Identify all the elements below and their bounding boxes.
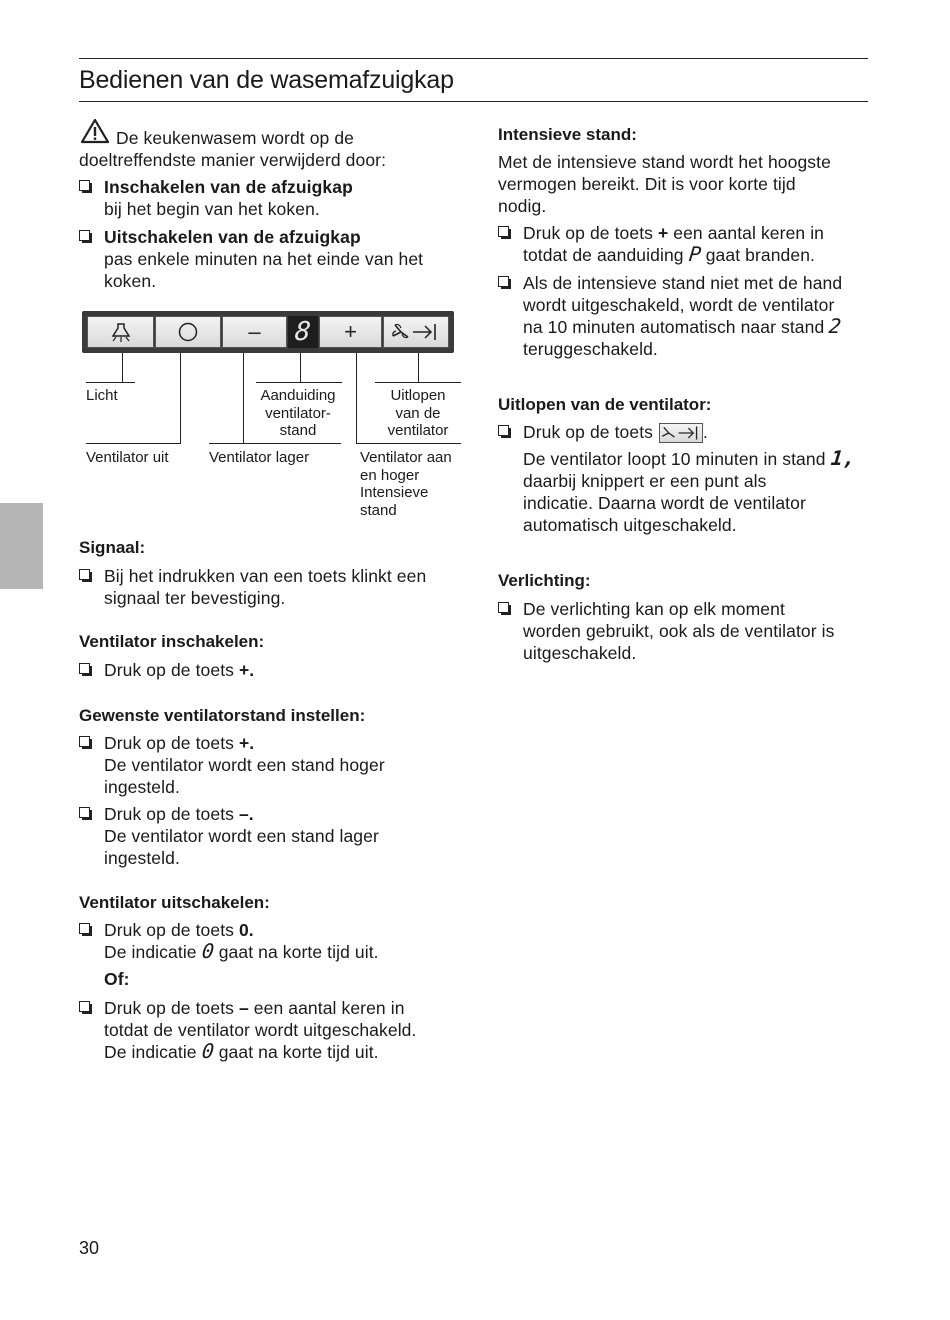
- circle-icon: [177, 321, 199, 343]
- text-run: Druk op de toets: [523, 422, 654, 442]
- callout-line: [243, 353, 244, 443]
- text-run: een aantal keren in: [668, 223, 825, 243]
- callout-line: [86, 443, 181, 444]
- callout-line: [256, 382, 342, 383]
- text-run: De indicatie: [104, 1042, 202, 1062]
- digit-display: [288, 316, 318, 348]
- text-line: vermogen bereikt. Dit is voor korte tijd: [498, 174, 796, 194]
- item-text: [104, 997, 464, 1019]
- key-label: –.: [238, 804, 254, 824]
- label-ventilator-aan: [360, 449, 452, 519]
- checkbox-bullet-icon: [498, 602, 509, 613]
- text-run: Druk op de toets: [104, 660, 239, 680]
- checkbox-bullet-icon: [79, 569, 90, 580]
- item-text: [523, 421, 868, 443]
- item-text: uitgeschakeld.: [523, 643, 637, 663]
- item-text: automatisch uitgeschakeld.: [523, 515, 737, 535]
- list-item: [79, 997, 464, 1063]
- item-text: [523, 244, 868, 266]
- section-heading: Signaal:: [79, 538, 146, 557]
- callout-line: [418, 353, 419, 382]
- list-item: [498, 272, 868, 360]
- label-line: Uitlopen: [390, 387, 446, 404]
- side-tab: [0, 503, 43, 589]
- text-run: Druk op de toets: [523, 223, 658, 243]
- callout-line: [122, 353, 123, 382]
- label-licht: Licht: [86, 387, 118, 404]
- item-text: [523, 448, 868, 470]
- section-heading: Ventilator inschakelen:: [79, 632, 265, 651]
- segment-digit: 0: [200, 1039, 216, 1063]
- paragraph: [498, 151, 868, 217]
- fan-higher-button[interactable]: [319, 316, 382, 348]
- key-label: +: [657, 223, 669, 243]
- section-heading: Ventilator uitschakelen:: [79, 893, 270, 912]
- callout-line: [300, 353, 301, 382]
- item-text: pas enkele minuten na het einde van het: [104, 249, 424, 269]
- title-underline: [79, 101, 868, 102]
- label-line: Ventilator aan: [360, 449, 452, 466]
- key-label: +.: [238, 660, 255, 680]
- top-rule: [79, 58, 868, 59]
- checkbox-bullet-icon: [79, 923, 90, 934]
- item-text: worden gebruikt, ook als de ventilator is: [523, 621, 835, 641]
- item-text: [104, 1041, 464, 1063]
- segment-digit: 2: [827, 314, 843, 338]
- text-run: Druk op de toets: [104, 733, 239, 753]
- item-text: koken.: [104, 271, 157, 291]
- item-text: ingesteld.: [104, 777, 180, 797]
- item-text: daarbij knippert er een punt als: [523, 471, 767, 491]
- item-text: De ventilator wordt een stand lager: [104, 826, 379, 846]
- label-line: ventilator: [387, 422, 449, 439]
- light-button[interactable]: [87, 316, 154, 348]
- label-ventilator-uit: Ventilator uit: [86, 449, 169, 466]
- display-digit: 8: [293, 317, 313, 347]
- section-heading: Gewenste ventilatorstand instellen:: [79, 706, 366, 725]
- list-item: [79, 732, 464, 798]
- item-text: ingesteld.: [104, 848, 180, 868]
- item-text: [523, 222, 868, 244]
- warning-text-cont: doeltreffendste manier verwijderd door:: [79, 150, 387, 170]
- label-line: van de: [395, 404, 441, 422]
- page-title: Bedienen van de wasemafzuigkap: [79, 66, 454, 94]
- checkbox-bullet-icon: [79, 180, 90, 191]
- light-icon: [110, 321, 132, 343]
- text-run: gaat na korte tijd uit.: [213, 1042, 379, 1062]
- callout-line: [375, 382, 461, 383]
- item-text: Als de intensieve stand niet met de hand: [523, 273, 843, 293]
- text-run: De ventilator loopt 10 minuten in stand: [523, 449, 831, 469]
- label-line: Aanduiding: [260, 387, 336, 404]
- list-item: [79, 659, 464, 681]
- item-text: [104, 919, 464, 941]
- text-run: een aantal keren in: [248, 998, 405, 1018]
- control-panel: [82, 311, 454, 353]
- fan-runout-icon: [391, 321, 441, 343]
- checkbox-bullet-icon: [79, 736, 90, 747]
- checkbox-bullet-icon: [498, 276, 509, 287]
- minus-icon: –: [248, 319, 261, 344]
- label-line: stand: [279, 422, 317, 439]
- text-run: Druk op de toets: [104, 804, 239, 824]
- warning-text: De keukenwasem wordt op de: [116, 128, 355, 148]
- key-label: –: [238, 998, 249, 1018]
- item-heading: Uitschakelen van de afzuigkap: [104, 227, 361, 247]
- list-item: [498, 421, 868, 536]
- checkbox-bullet-icon: [79, 230, 90, 241]
- item-text: [104, 659, 464, 681]
- text-line: nodig.: [498, 196, 547, 216]
- section-heading: Uitlopen van de ventilator:: [498, 395, 712, 414]
- item-text: wordt uitgeschakeld, wordt de ventilator: [523, 295, 835, 315]
- warning-icon: [80, 118, 110, 144]
- segment-digit: 1,: [829, 446, 857, 470]
- text-run: .: [703, 422, 708, 442]
- or-label: Of:: [104, 969, 130, 989]
- checkbox-bullet-icon: [79, 663, 90, 674]
- text-run: gaat na korte tijd uit.: [213, 942, 379, 962]
- callout-line: [356, 443, 461, 444]
- fan-lower-button[interactable]: [222, 316, 287, 348]
- item-text: Bij het indrukken van een toets klinkt een: [104, 566, 427, 586]
- callout-line: [180, 353, 181, 443]
- list-item: [79, 226, 459, 292]
- text-run: na 10 minuten automatisch naar stand: [523, 317, 830, 337]
- list-item: [498, 598, 868, 664]
- section-heading: Intensieve stand:: [498, 125, 637, 144]
- text-run: Druk op de toets: [104, 998, 239, 1018]
- item-text: signaal ter bevestiging.: [104, 588, 286, 608]
- section-heading: Verlichting:: [498, 571, 591, 590]
- list-item: [79, 803, 464, 869]
- list-item: [79, 919, 464, 990]
- item-text: [104, 941, 464, 963]
- text-run: totdat de aanduiding: [523, 245, 689, 265]
- page-number: 30: [79, 1238, 100, 1258]
- item-heading: Inschakelen van de afzuigkap: [104, 177, 353, 197]
- callout-line: [356, 353, 357, 443]
- callout-line: [209, 443, 341, 444]
- plus-icon: +: [344, 319, 357, 344]
- fan-runout-button[interactable]: [383, 316, 449, 348]
- label-line: stand: [360, 501, 397, 519]
- key-label: +.: [238, 733, 255, 753]
- label-uitlopen: [372, 387, 464, 440]
- item-text: [104, 732, 464, 754]
- checkbox-bullet-icon: [79, 807, 90, 818]
- checkbox-bullet-icon: [498, 226, 509, 237]
- item-text: [523, 316, 868, 338]
- list-item: [79, 176, 459, 220]
- label-aanduiding: [250, 387, 346, 440]
- label-line: Intensieve: [360, 484, 429, 501]
- segment-digit: P: [687, 242, 702, 266]
- item-text: De ventilator wordt een stand hoger: [104, 755, 385, 775]
- item-text: totdat de ventilator wordt uitgeschakeld.: [104, 1020, 417, 1040]
- list-item: [498, 222, 868, 266]
- runout-key-icon: [659, 423, 703, 443]
- checkbox-bullet-icon: [79, 1001, 90, 1012]
- item-text: bij het begin van het koken.: [104, 199, 320, 219]
- text-run: Druk op de toets: [104, 920, 239, 940]
- item-text: indicatie. Daarna wordt de ventilator: [523, 493, 806, 513]
- item-text: De verlichting kan op elk moment: [523, 599, 785, 619]
- callout-line: [86, 382, 135, 383]
- list-item: [79, 565, 464, 609]
- label-ventilator-lager: Ventilator lager: [209, 449, 310, 466]
- label-line: ventilator-: [265, 404, 331, 422]
- segment-digit: 0: [200, 939, 216, 963]
- text-line: Met de intensieve stand wordt het hoogste: [498, 152, 831, 172]
- item-text: teruggeschakeld.: [523, 339, 658, 359]
- text-run: gaat branden.: [700, 245, 816, 265]
- item-text: [104, 803, 464, 825]
- text-run: De indicatie: [104, 942, 202, 962]
- fan-off-button[interactable]: [155, 316, 221, 348]
- key-label: 0.: [238, 920, 254, 940]
- checkbox-bullet-icon: [498, 425, 509, 436]
- label-line: en hoger: [360, 466, 420, 484]
